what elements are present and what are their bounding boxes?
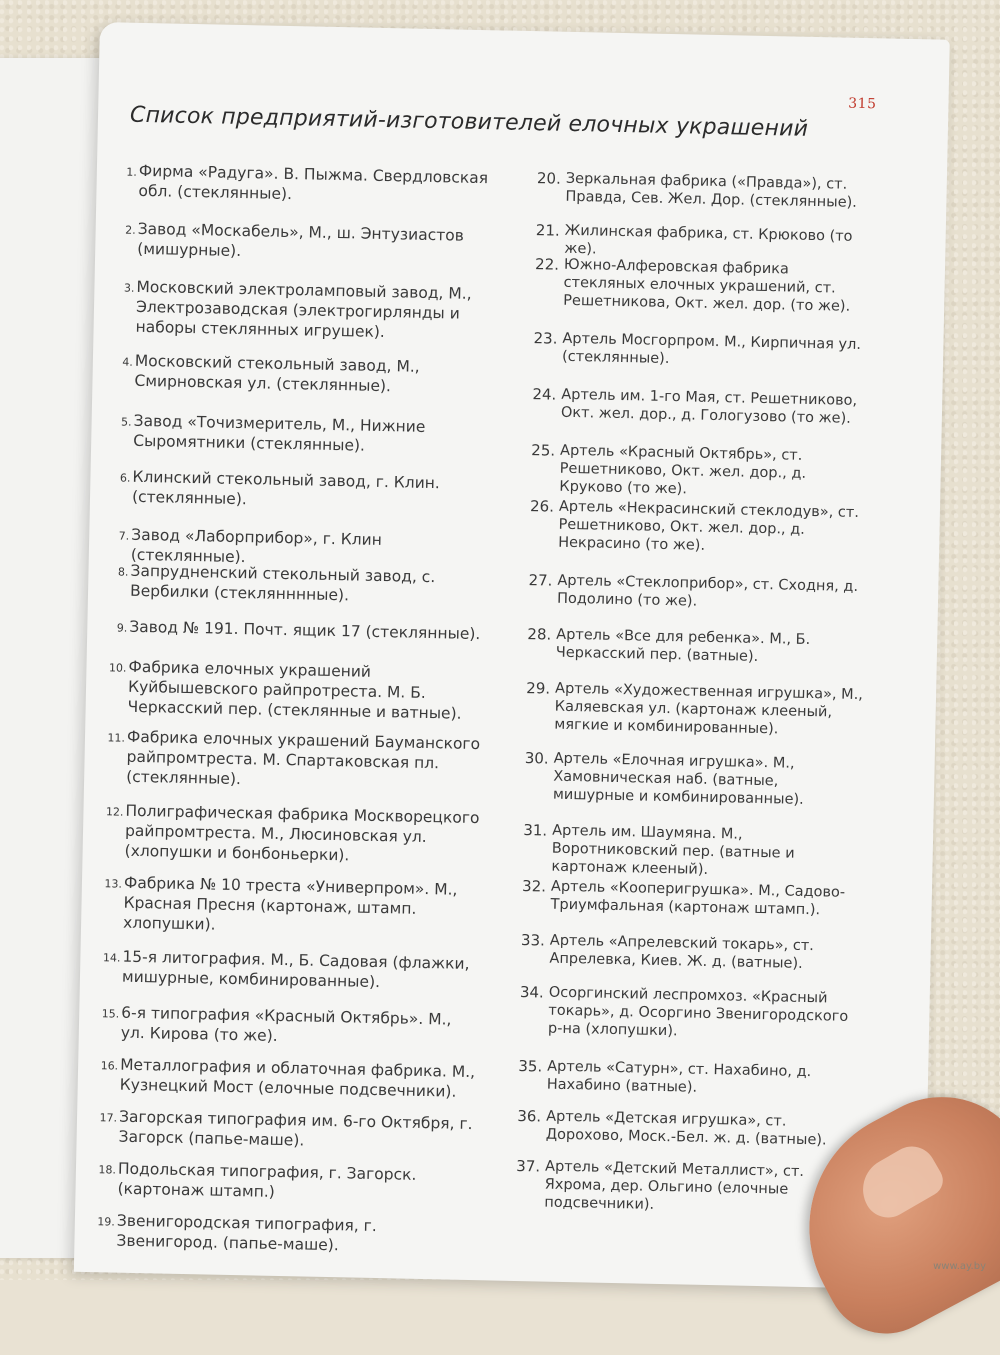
list-item: [507, 1157, 853, 1218]
item-number: 10.: [108, 661, 127, 675]
item-number: 20.: [536, 169, 562, 188]
book-page: [74, 22, 950, 1290]
item-number: 8.: [117, 565, 129, 579]
list-item: [108, 560, 489, 608]
list-item: [107, 616, 487, 644]
item-number: 22.: [534, 255, 560, 274]
item-number: 15.: [101, 1007, 120, 1021]
item-number: 5.: [120, 415, 132, 429]
item-text: Артель «Детская игрушка», ст. Дорохово, Моск.-Бел. ж. д. (ватные).: [545, 1108, 827, 1149]
item-number: 9.: [116, 621, 128, 635]
item-text: 6-я типография «Красный Октябрь». М., ул. Кирова (то же).: [120, 1003, 452, 1045]
item-number: 19.: [97, 1215, 116, 1229]
list-item: [509, 1107, 855, 1150]
item-number: 14.: [102, 951, 121, 965]
item-number: 27.: [528, 571, 553, 590]
list-item: [113, 276, 494, 344]
list-item: [104, 726, 485, 794]
item-number: 23.: [533, 329, 558, 348]
list-item: [511, 983, 857, 1044]
item-text: Клинский стекольный завод, г. Клин. (стеклянные).: [131, 467, 441, 509]
item-text: Фабрика елочных украшений Куйбышевского райпротреста. М. Б. Черкасский пер. (стеклянные и ватные).: [127, 657, 462, 723]
list-item: [102, 800, 483, 868]
item-text: Фирма «Радуга». В. Пыжма. Свердловская обл. (стеклянные).: [138, 161, 489, 204]
list-item: [521, 497, 867, 558]
item-text: Артель «Некрасинский стеклодув», ст. Решетниково, Окт. жел. дор., д. Некрасино (то же).: [558, 498, 860, 554]
item-text: Артель Мосгорпром. М., Кирпичная ул. (стеклянные).: [561, 330, 862, 367]
item-text: Фабрика № 10 треста «Универпром». М., Красная Пресня (картонаж, штамп. хлопушки).: [122, 873, 458, 934]
list-item: [99, 1002, 480, 1050]
item-text: Жилинская фабрика, ст. Крюково (то же).: [564, 222, 853, 258]
item-number: 21.: [535, 221, 560, 240]
item-text: Завод «Лаборприбор», г. Клин (стеклянные).: [130, 525, 383, 567]
item-text: Подольская типография, г. Загорск. (картонаж штамп.): [117, 1159, 417, 1201]
item-number: 6.: [119, 471, 131, 485]
item-number: 26.: [529, 497, 555, 516]
list-item: [105, 656, 486, 724]
list-item: [510, 1057, 856, 1100]
page-number: 315: [848, 95, 877, 113]
item-number: 25.: [531, 441, 556, 460]
list-item: [100, 946, 481, 994]
item-number: 28.: [527, 625, 552, 644]
list-item: [94, 1210, 475, 1258]
list-item: [115, 218, 496, 266]
item-text: Артель «Кооперигрушка». М., Садово-Триумфальная (картонаж штамп.).: [550, 878, 846, 919]
item-text: Южно-Алферовская фабрика стекляных елочных украшений, ст. Решетникова, Окт. жел. дор. (то же).: [563, 256, 851, 315]
item-number: 18.: [98, 1163, 117, 1177]
list-item: [520, 571, 866, 614]
item-text: Загорская типография им. 6-го Октября, г. Загорск (папье-маше).: [118, 1107, 473, 1150]
list-item: [525, 329, 871, 372]
item-number: 1.: [126, 165, 137, 179]
list-item: [522, 441, 868, 502]
item-text: Артель «Сатурн», ст. Нахабино, д. Нахабино (ватные).: [546, 1058, 812, 1096]
item-text: Артель им. Шаумяна. М., Воротниковский пер. (ватные и картонаж клееный).: [551, 822, 795, 878]
list-item: [112, 350, 493, 398]
item-text: Завод «Москабель», М., ш. Энтузиастов (мишурные).: [137, 219, 465, 261]
list-item: [524, 385, 870, 428]
list-item: [528, 169, 874, 212]
item-number: 24.: [532, 385, 557, 404]
item-number: 11.: [107, 731, 126, 745]
list-item: [96, 1106, 477, 1154]
item-number: 17.: [99, 1111, 118, 1125]
item-text: Металлография и облаточная фабрика. М., Кузнецкий Мост (елочные подсвечники).: [119, 1055, 476, 1101]
list-item: [110, 466, 491, 514]
watermark: www.ay.by: [933, 1261, 986, 1272]
item-number: 32.: [521, 877, 547, 896]
list-item: [111, 410, 492, 458]
item-number: 36.: [517, 1106, 542, 1126]
item-text: Звенигородская типография, г. Звенигород. (папье-маше).: [116, 1211, 377, 1255]
item-number: 30.: [524, 749, 549, 768]
item-number: 3.: [123, 281, 135, 295]
item-text: Артель им. 1-го Мая, ст. Решетниково, Окт. жел. дор., д. Гологузово (то же).: [560, 386, 858, 427]
list-item: [519, 625, 865, 668]
item-number: 34.: [519, 983, 544, 1002]
list-item: [526, 255, 872, 316]
item-text: Артель «Апрелевский токарь», ст. Апрелевка, Киев. Ж. д. (ватные).: [549, 932, 815, 972]
item-number: 16.: [100, 1059, 119, 1073]
item-number: 12.: [105, 805, 124, 819]
list-item: [95, 1158, 476, 1206]
list-item: [101, 872, 482, 940]
item-number: 31.: [523, 821, 548, 840]
list-item: [517, 679, 863, 740]
item-text: Запрудненский стекольный завод, с. Вербилки (стеклянннные).: [129, 561, 436, 605]
enterprise-list-right: [516, 169, 874, 1213]
item-number: 33.: [520, 931, 546, 950]
item-text: Артель «Елочная игрушка». М., Хамовническая наб. (ватные, мишурные и комбинированные).: [552, 750, 804, 808]
item-text: Артель «Красный Октябрь», ст. Решетниково, Окт. жел. дор., д. Круково (то же).: [559, 442, 807, 498]
enterprise-list-left: [97, 160, 497, 1255]
item-text: Завод № 191. Почт. ящик 17 (стеклянные).: [129, 617, 481, 644]
item-number: 2.: [125, 223, 136, 237]
item-text: Зеркальная фабрика («Правда»), ст. Правда, Сев. Жел. Дор. (стеклянные).: [565, 170, 858, 211]
item-number: 37.: [516, 1156, 541, 1176]
list-item: [116, 160, 497, 208]
item-text: Завод «Точизмеритель, М., Нижние Сыромятники (стеклянные).: [133, 411, 426, 455]
item-text: Фабрика елочных украшений Бауманского райпромтреста. М. Спартаковская пл. (стеклянные).: [126, 727, 481, 789]
item-text: Артель «Детский Металлист», ст. Яхрома, дер. Ольгино (елочные подсвечники).: [544, 1158, 805, 1213]
list-item: [98, 1054, 479, 1102]
item-text: Артель «Стеклоприбор», ст. Сходня, д. Подолино (то же).: [556, 572, 859, 610]
item-number: 4.: [122, 355, 134, 369]
item-number: 29.: [526, 679, 551, 698]
page-title: Список предприятий-изготовителей елочных украшений: [129, 102, 809, 142]
item-text: Артель «Художественная игрушка», М., Каляевская ул. (картонаж клееный, мягкие и комбинированные).: [554, 680, 864, 738]
item-text: Московский электроламповый завод, М., Электрозаводская (электрогирлянды и наборы стеклянных игрушек).: [135, 277, 472, 342]
item-text: Осоргинский леспромхоз. «Красный токарь», д. Осоргино Звенигородского р-на (хлопушки).: [547, 984, 849, 1040]
item-number: 13.: [104, 877, 123, 891]
item-text: Полиграфическая фабрика Москворецкого райпромтреста. М., Люсиновская ул. (хлопушки и бонбоньерки).: [124, 801, 480, 865]
item-text: Московский стекольный завод, М., Смирновская ул. (стеклянные).: [134, 351, 420, 396]
list-item: [512, 931, 858, 974]
item-text: 15-я литография. М., Б. Садовая (флажки, мишурные, комбинированные).: [121, 947, 470, 992]
list-item: [514, 821, 860, 882]
list-item: [516, 749, 862, 810]
list-item: [513, 877, 859, 920]
item-number: 35.: [518, 1056, 543, 1076]
item-text: Артель «Все для ребенка». М., Б. Черкасский пер. (ватные).: [555, 626, 811, 665]
item-number: 7.: [118, 529, 130, 543]
